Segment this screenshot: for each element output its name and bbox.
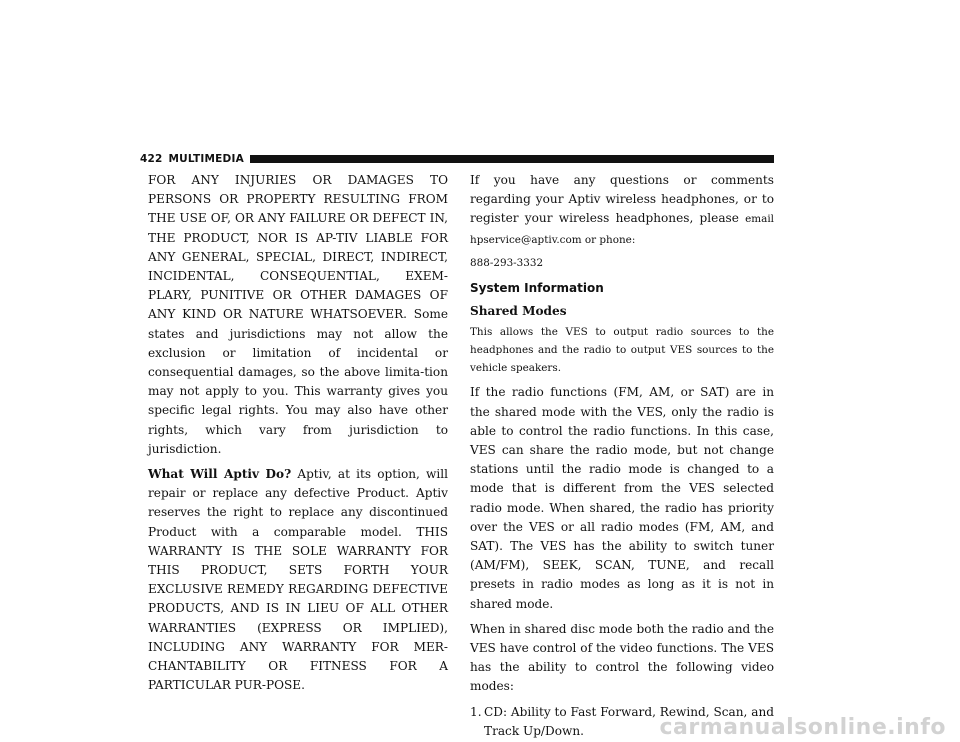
system-information-heading: System Information [470, 281, 604, 296]
aptiv-remedy-paragraph [148, 465, 448, 695]
page-number: 422 [140, 153, 163, 165]
site-watermark: carmanualsonline.info [659, 715, 946, 740]
radio-functions-paragraph: If the radio functions (FM, AM, or SAT) are in the shared mode with the VES, only the radio is able to control the radio functions. In this case, VES can share the radio mode, but not change stations until the radio mode is changed to a mode that is different from the VES selected radio mode. When shared, the radio has priority over the VES or all radio modes (FM, AM, and SAT). The VES has the ability to switch tuner (AM/FM), SEEK, SCAN, TUNE, and recall presets in radio modes as long as it is not in shared mode. [470, 385, 774, 611]
contact-phone: 888-293-3332 [470, 256, 544, 269]
aptiv-remedy-body: Aptiv, at its option, will repair or replace any defective Product. Aptiv reserves the right to replace any discontinued Product with a comparable model. THIS WARRANTY IS THE SOLE WARRANTY FOR THIS PRODUCT, SETS FORTH YOUR EXCLUSIVE REMEDY REGARDING DEFECTIVE PRODUCTS, AND IS IN LIEU OF ALL OTHER WARRANTIES (EXPRESS OR IMPLIED), INCLUDING ANY WARRANTY FOR MER-CHANTABILITY OR FITNESS FOR A PARTICULAR PUR-POSE. [148, 467, 448, 693]
list-item-number: 1. [470, 704, 482, 719]
list-item-text: CD: Ability to Fast Forward, Rewind, Scan, and Track Up/Down. [484, 704, 774, 738]
shared-modes-intro: This allows the VES to output radio sources to the headphones and the radio to output VES sources to the vehicle speakers. [470, 326, 774, 375]
contact-email: email hpservice@aptiv.com or phone: [470, 213, 774, 246]
contact-paragraph [470, 171, 774, 250]
shared-disc-paragraph: When in shared disc mode both the radio and the VES have control of the video functions. The VES has the ability to control the following video modes: [470, 621, 774, 694]
aptiv-remedy-lead: What Will Aptiv Do? [148, 467, 292, 482]
right-column [470, 171, 774, 741]
page-header [140, 152, 774, 166]
section-title: MULTIMEDIA [168, 153, 244, 165]
contact-text: If you have any questions or comments regarding your Aptiv wireless headphones, or to register your wireless headphones, please [470, 173, 774, 226]
warranty-disclaimer-paragraph: FOR ANY INJURIES OR DAMAGES TO PERSONS OR PROPERTY RESULTING FROM THE USE OF, OR ANY FAILURE OR DEFECT IN, THE PRODUCT, NOR IS AP-TIV LIABLE FOR ANY GENERAL, SPECIAL, DIRECT, INDIRECT, INCIDENTAL, CONSEQUENTIAL, EXEM-PLARY, PUNITIVE OR OTHER DAMAGES OF ANY KIND OR NATURE WHATSOEVER. Some states and jurisdictions may not allow the exclusion or limitation of incidental or consequential damages, so the above limita-tion may not apply to you. This warranty gives you specific legal rights. You may also have other rights, which vary from jurisdiction to jurisdiction. [148, 173, 448, 456]
header-rule [250, 155, 774, 163]
left-column [148, 171, 448, 701]
shared-modes-heading: Shared Modes [470, 304, 567, 319]
